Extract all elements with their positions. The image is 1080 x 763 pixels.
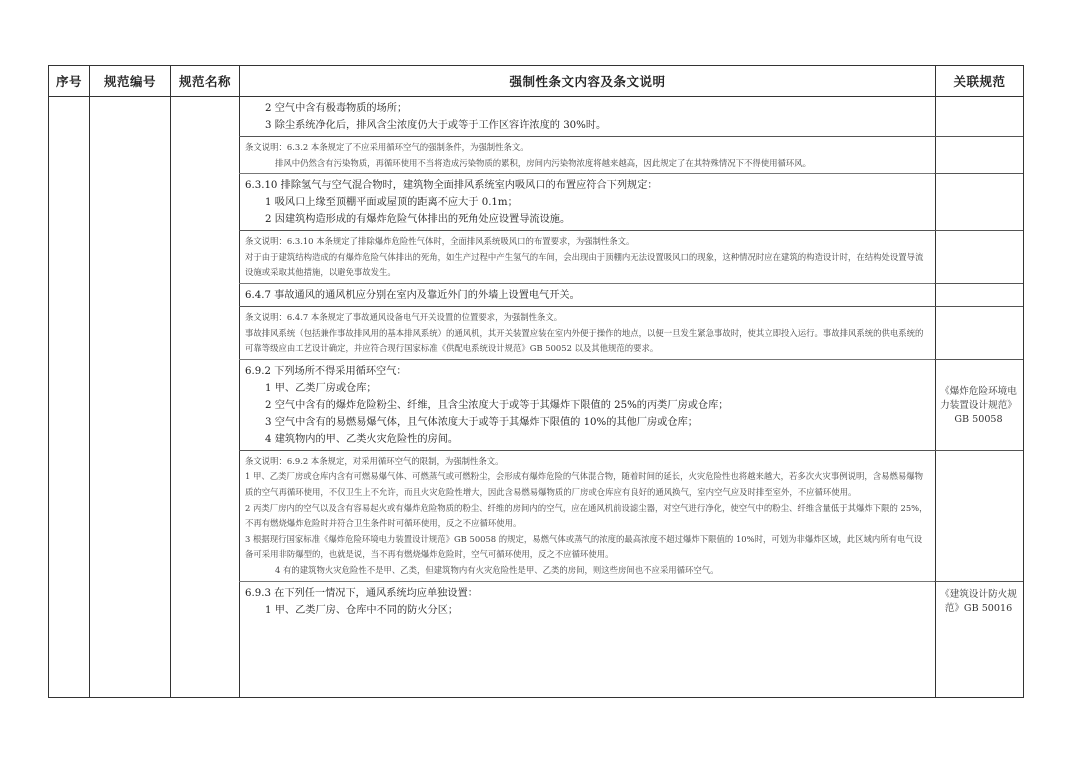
clause-row (239, 582, 934, 621)
clause-row (239, 360, 934, 451)
explanation-row (239, 137, 934, 174)
explanation-text: 条文说明：6.9.2 本条规定，对采用循环空气的限制，为强制性条文。 (245, 455, 504, 466)
clause-text: 6.3.10 排除氢气与空气混合物时，建筑物全面排风系统室内吸风口的布置应符合下列规定： (245, 180, 658, 192)
related-divider (934, 283, 1023, 284)
clause-text: 6.9.3 在下列任一情况下，通风系统均应单独设置： (245, 587, 478, 599)
related-divider (934, 230, 1023, 231)
clause-row (239, 284, 934, 307)
clause-text: 3 除尘系统净化后，排风含尘浓度仍大于或等于工作区容许浓度的 30%时。 (265, 120, 607, 131)
explanation-text: 4 有的建筑物火灾危险性不是甲、乙类，但建筑物内有火灾危险性是甲、乙类的房间，则这些房间也不应采用循环空气。 (275, 564, 719, 575)
header-content: 强制性条文内容及条文说明 (509, 74, 666, 89)
clause-text: 1 吸风口上缘至顶棚平面或屋顶的距离不应大于 0.1m； (265, 197, 518, 209)
related-standard: 《爆炸危险环境电力装置设计规范》GB 50058 (940, 385, 1017, 425)
standards-table (48, 65, 1024, 698)
explanation-text: 2 丙类厂房内的空气以及含有容易起火或有爆炸危险物质的粉尘、纤维的房间内的空气，应在通风机前设滤尘器，对空气进行净化，使空气中的粉尘、纤维含量低于其爆炸下限的 25%，不再有燃烧爆炸危险时并符合卫生条件时可循环使用，反之不应循环使用。 (245, 502, 928, 529)
header-index: 序号 (55, 74, 82, 89)
clause-text: 1 甲、乙类厂房、仓库中不同的防火分区； (265, 604, 459, 616)
clause-text: 2 因建筑构造形成的有爆炸危险气体排出的死角处应设置导流设施。 (265, 214, 571, 226)
clause-text: 3 空气中含有的易燃易爆气体，且气体浓度大于或等于其爆炸下限值的 10%的其他厂房或仓库； (265, 416, 698, 428)
explanation-row (239, 307, 934, 360)
content-column (239, 97, 934, 697)
clause-text: 1 甲、乙类厂房或仓库； (265, 382, 377, 394)
explanation-text: 条文说明：6.4.7 本条规定了事故通风设备电气开关设置的位置要求，为强制性条文。 (245, 311, 563, 322)
header-related: 关联规范 (953, 74, 1006, 89)
header-code: 规范编号 (103, 74, 156, 89)
related-standard: 《建筑设计防火规范》GB 50016 (940, 588, 1017, 614)
explanation-row (239, 231, 934, 284)
explanation-text: 条文说明：6.3.10 本条规定了排除爆炸危险性气体时，全面排风系统吸风口的布置要求，为强制性条文。 (245, 236, 635, 247)
explanation-row (239, 451, 934, 582)
explanation-text: 排风中仍然含有污染物质，再循环使用不当将造成污染物质的累积，房间内污染物浓度将越来越高，因此规定了在其特殊情况下不得使用循环风。 (275, 157, 811, 168)
clause-text: 2 空气中含有极毒物质的场所； (265, 103, 408, 114)
related-divider (934, 173, 1023, 174)
clause-text: 6.9.2 下列场所不得采用循环空气： (245, 365, 407, 377)
explanation-text: 条文说明：6.3.2 本条规定了不应采用循环空气的强制条件，为强制性条文。 (245, 142, 529, 152)
explanation-text: 1 甲、乙类厂房或仓库内含有可燃易爆气体、可燃蒸气或可燃粉尘，会形成有爆炸危险的气体混合物，随着时间的延长，火灾危险性也将越来越大，若多次火灾事例说明，含易燃易爆物质的空气再循环使用，不仅卫生上不允许，而且火灾危险性增大，因此含易燃易爆物质的厂房或仓库应有良好的通风换气，室内空气应及时排至室外，不应循环使用。 (245, 471, 923, 497)
clause-row (239, 174, 934, 231)
col-divider (170, 66, 171, 697)
explanation-text: 事故排风系统（包括兼作事故排风用的基本排风系统）的通风机，其开关装置应装在室内外便于操作的地点，以便一旦发生紧急事故时，使其立即投入运行。事故排风系统的供电系统的可靠等级应由工艺设计确定，并应符合现行国家标准《供配电系统设计规范》GB 50052 以及其他规范的要求。 (245, 327, 924, 354)
clause-row (239, 97, 934, 137)
explanation-text: 3 根据现行国家标准《爆炸危险环境电力装置设计规范》GB 50058 的规定，易燃气体或蒸气的浓度的最高浓度不超过爆炸下限值的 10%时，可划为非爆炸区域，此区域内所有电气设备可采用非防爆型的，也就是说，当不再有燃烧爆炸危险时，空气可循环使用，反之不应循环使用。 (245, 533, 923, 560)
clause-text: 2 空气中含有的爆炸危险粉尘、纤维，且含尘浓度大于或等于其爆炸下限值的 25%的丙类厂房或仓库； (265, 399, 729, 411)
related-divider (934, 136, 1023, 137)
explanation-text: 对于由于建筑结构造成的有爆炸危险气体排出的死角，如生产过程中产生氢气的车间，会出现由于顶棚内无法设置吸风口的现象，这种情况时应在建筑的构造设计时，在结构处设置导流设施或采取其他措施，以避免事故发生。 (245, 251, 924, 278)
related-divider (934, 306, 1023, 307)
header-name: 规范名称 (178, 74, 231, 89)
clause-text: 6.4.7 事故通风的通风机应分别在室内及靠近外门的外墙上设置电气开关。 (245, 289, 580, 301)
col-divider (89, 66, 90, 697)
clause-text: 4 建筑物内的甲、乙类火灾危险性的房间。 (265, 433, 459, 445)
